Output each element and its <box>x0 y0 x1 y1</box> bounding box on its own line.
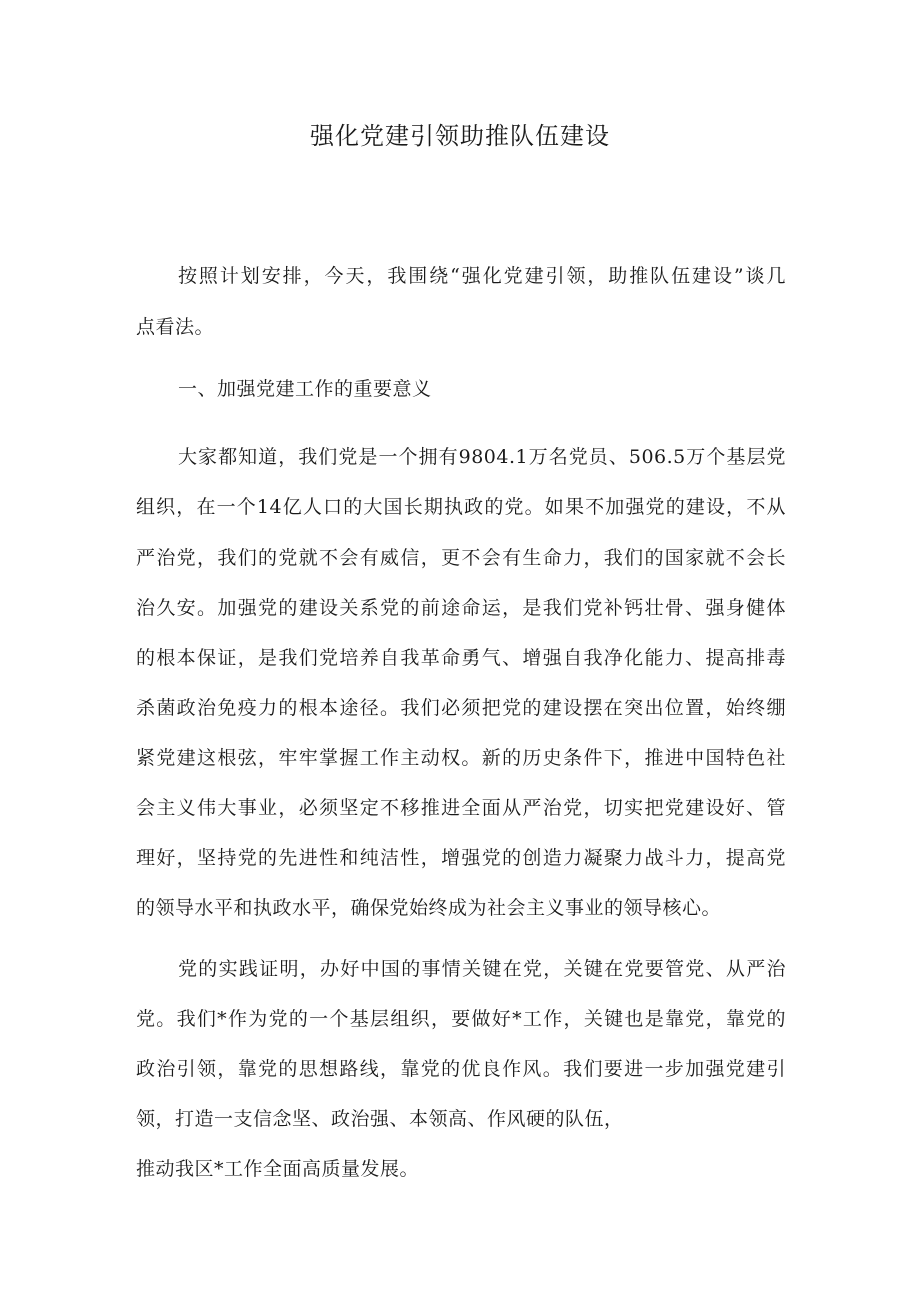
paragraph-line: 推动我区*工作全面高质量发展。 <box>136 1158 420 1180</box>
paragraph-line: 的根本保证，是我们党培养自我革命勇气、增强自我净化能力、提高排毒 <box>136 647 786 669</box>
paragraph-line: 的领导水平和执政水平，确保党始终成为社会主义事业的领导核心。 <box>136 897 722 919</box>
paragraph-line: 大家都知道，我们党是一个拥有9804.1万名党员、506.5万个基层党 <box>178 446 786 468</box>
paragraph-line: 紧党建这根弦，牢牢掌握工作主动权。新的历史条件下，推进中国特色社 <box>136 747 786 769</box>
paragraph-line: 领，打造一支信念坚、政治强、本领高、作风硬的队伍， <box>136 1108 624 1130</box>
paragraph-line: 治久安。加强党的建设关系党的前途命运，是我们党补钙壮骨、强身健体 <box>136 597 786 619</box>
paragraph-line: 理好，坚持党的先进性和纯洁性，增强党的创造力凝聚力战斗力，提高党 <box>136 847 786 869</box>
paragraph-line: 会主义伟大事业，必须坚定不移推进全面从严治党，切实把党建设好、管 <box>136 797 786 819</box>
intro-line: 按照计划安排，今天，我围绕“强化党建引领，助推队伍建设”谈几 <box>178 265 786 287</box>
paragraph-line: 政治引领，靠党的思想路线，靠党的优良作风。我们要进一步加强党建引 <box>136 1058 786 1080</box>
section-heading: 一、加强党建工作的重要意义 <box>178 378 432 400</box>
paragraph-line: 党。我们*作为党的一个基层组织，要做好*工作，关键也是靠党，靠党的 <box>136 1008 786 1030</box>
paragraph-line: 党的实践证明，办好中国的事情关键在党，关键在党要管党、从严治 <box>178 958 786 980</box>
intro-line: 点看法。 <box>136 316 215 338</box>
paragraph-line: 杀菌政治免疫力的根本途径。我们必须把党的建设摆在突出位置，始终绷 <box>136 697 786 719</box>
paragraph-line: 组织，在一个14亿人口的大国长期执政的党。如果不加强党的建设，不从 <box>136 496 786 518</box>
document-title: 强化党建引领助推队伍建设 <box>310 122 610 150</box>
paragraph-line: 严治党，我们的党就不会有威信，更不会有生命力，我们的国家就不会长 <box>136 547 786 569</box>
